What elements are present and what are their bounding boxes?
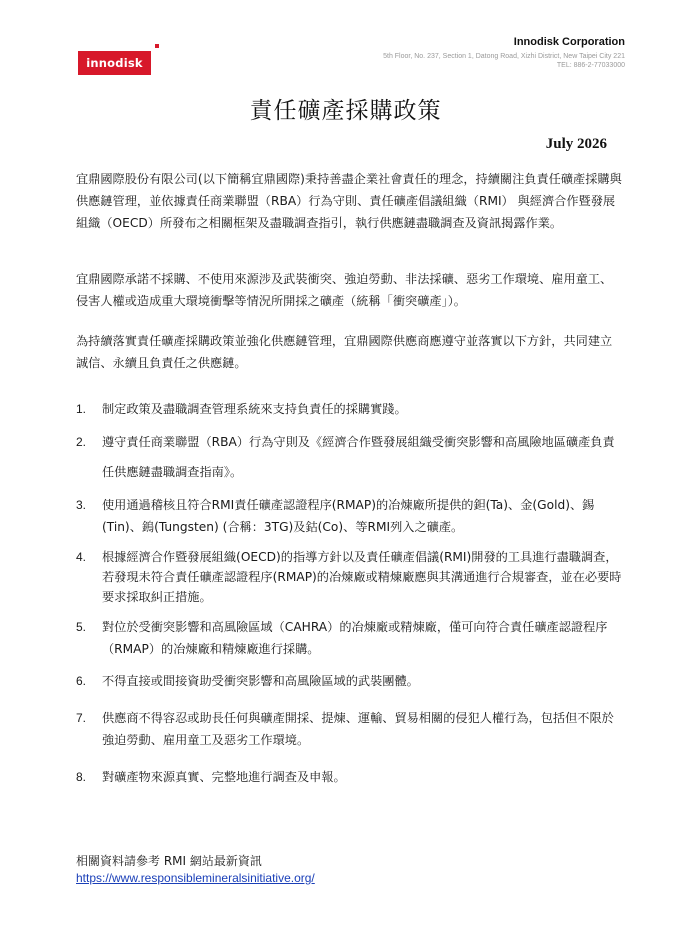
company-tel: TEL: 886-2-77033000 bbox=[556, 62, 625, 69]
list-text: 制定政策及盡職調查管理系統來支持負責任的採購實踐。 bbox=[102, 402, 407, 416]
logo-dot bbox=[155, 44, 159, 48]
company-address: 5th Floor, No. 237, Section 1, Datong Road, Xizhi District, New Taipei City 221 bbox=[383, 53, 625, 60]
list-text: 根據經濟合作暨發展組織(OECD)的指導方針以及責任礦產倡議(RMI)開發的工具進行盡職調查，若發現未符合責任礦產認證程序(RMAP)的冶煉廠或精煉廠應與其溝通進行合規審查，並在必要時要求採取糾正措施。 bbox=[102, 550, 622, 604]
list-item bbox=[76, 398, 624, 420]
list-item bbox=[76, 494, 624, 538]
list-number: 7. bbox=[76, 711, 87, 725]
company-header bbox=[383, 36, 625, 70]
list-text: 不得直接或間接資助受衝突影響和高風險區域的武裝團體。 bbox=[102, 674, 419, 688]
list-item bbox=[76, 616, 624, 660]
list-number: 5. bbox=[76, 620, 87, 634]
footer-note: 相關資料請參考 RMI 網站最新資訊 bbox=[76, 854, 262, 868]
list-text: 對位於受衝突影響和高風險區域（CAHRA）的冶煉廠或精煉廠，僅可向符合責任礦產認證程序（RMAP）的冶煉廠和精煉廠進行採購。 bbox=[102, 620, 608, 656]
list-item bbox=[76, 427, 624, 487]
list-number: 4. bbox=[76, 550, 87, 564]
list-item bbox=[76, 766, 624, 788]
rmi-website-link[interactable]: https://www.responsiblemineralsinitiative.org/ bbox=[76, 871, 315, 885]
document-date: July 2026 bbox=[545, 136, 607, 152]
list-text: 對礦產物來源真實、完整地進行調查及申報。 bbox=[102, 770, 346, 784]
intro-paragraph: 宜鼎國際股份有限公司(以下簡稱宜鼎國際)秉持善盡企業社會責任的理念，持續關注負責任礦產採購與供應鏈管理，並依據責任商業聯盟（RBA）行為守則、責任礦產倡議組織（RMI） 與經濟合作暨發展組織（OECD）所發布之相關框架及盡職調查指引，執行供應鏈盡職調查及資訊揭露作業。 bbox=[76, 172, 622, 230]
innodisk-logo bbox=[76, 44, 160, 78]
page-title: 責任礦產採購政策 bbox=[249, 98, 442, 124]
list-number: 2. bbox=[76, 435, 87, 449]
list-number: 6. bbox=[76, 674, 87, 688]
list-text: 使用通過稽核且符合RMI責任礦產認證程序(RMAP)的冶煉廠所提供的鉭(Ta)、金(Gold)、錫(Tin)、鎢(Tungsten) (合稱：3TG)及鈷(Co)、等RMI列入之礦產。 bbox=[102, 498, 595, 534]
list-text: 供應商不得容忍或助長任何與礦產開採、提煉、運輸、貿易相關的侵犯人權行為，包括但不限於強迫勞動、雇用童工及惡劣工作環境。 bbox=[102, 711, 614, 747]
supplier-paragraph: 為持續落實責任礦產採購政策並強化供應鏈管理，宜鼎國際供應商應遵守並落實以下方針，共同建立誠信、永續且負責任之供應鏈。 bbox=[76, 334, 613, 370]
list-item bbox=[76, 547, 624, 607]
logo-text: innodisk bbox=[78, 51, 151, 75]
list-item bbox=[76, 670, 624, 692]
commitment-paragraph: 宜鼎國際承諾不採購、不使用來源涉及武裝衝突、強迫勞動、非法採礦、惡劣工作環境、雇用童工、侵害人權或造成重大環境衝擊等情況所開採之礦產（統稱「衝突礦產」）。 bbox=[76, 272, 613, 308]
list-number: 3. bbox=[76, 498, 87, 512]
footer bbox=[76, 853, 315, 887]
list-text: 遵守責任商業聯盟（RBA）行為守則及《經濟合作暨發展組織受衝突影響和高風險地區礦產負責任供應鏈盡職調查指南》。 bbox=[102, 435, 615, 479]
list-number: 8. bbox=[76, 770, 87, 784]
company-name: Innodisk Corporation bbox=[513, 36, 625, 48]
policy-list bbox=[76, 398, 624, 788]
list-item bbox=[76, 707, 624, 751]
list-number: 1. bbox=[76, 402, 87, 416]
